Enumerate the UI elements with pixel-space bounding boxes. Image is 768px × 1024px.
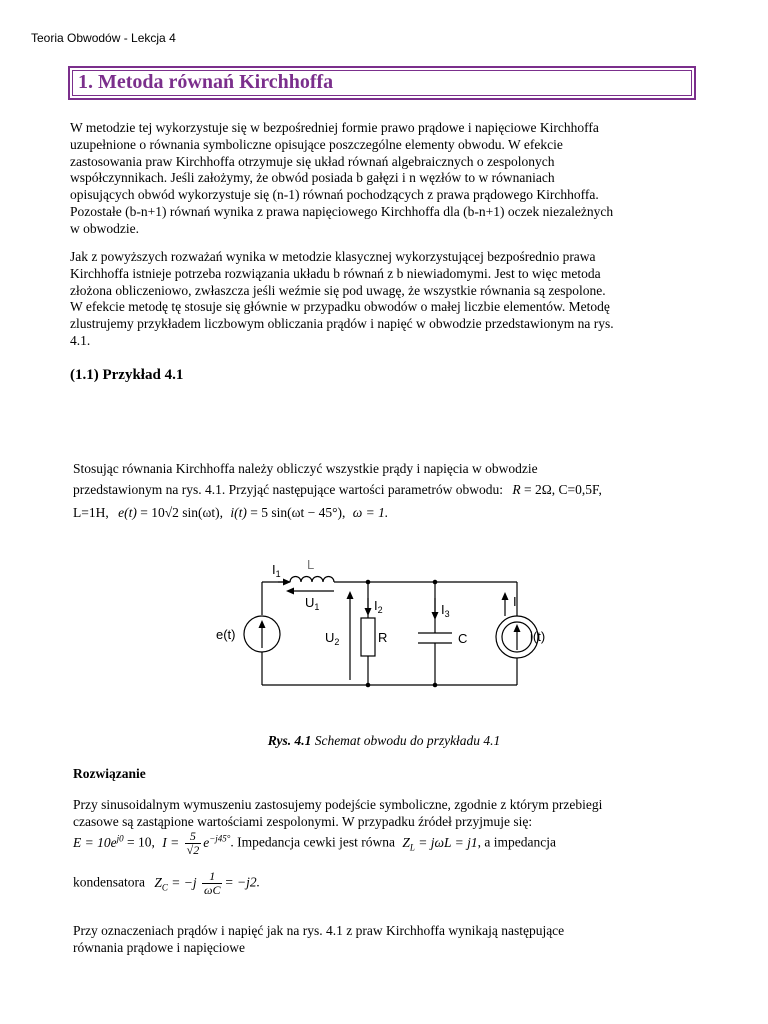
- paragraph-1-line: Pozostałe (b-n+1) równań wynika z prawa napięciowego Kirchhoffa dla (b-n+1) oczek niezależnych: [70, 203, 614, 219]
- u1-arrowhead: [286, 588, 294, 595]
- resistor: [361, 618, 375, 656]
- paragraph-2-line: Kirchhoffa istnieje potrzeba rozwiązania układu b równań z b niewiadomymi. Jest to więc metoda: [70, 265, 601, 281]
- label-i1: $I_1$: [272, 562, 281, 579]
- current-source-arrowhead: [514, 624, 521, 632]
- e-rhs: = 10√2 sin(ωt),: [140, 505, 223, 520]
- solution-line-2: czasowe są zastąpione wartościami zespolonymi. W przypadku źródeł przyjmuje się:: [73, 814, 533, 829]
- voltage-source-arrowhead: [259, 620, 266, 628]
- omega-value: ω = 1.: [352, 505, 389, 520]
- paragraph-1-line: opisujących obwód wykorzystuje się (n-1) równań pochodzących z prawa prądowego Kirchhoffa.: [70, 187, 599, 203]
- label-et: e(t): [216, 627, 236, 642]
- label-it: i(t): [530, 629, 546, 644]
- section-heading: (1.1) Przykład 4.1: [70, 367, 184, 383]
- label-l: L: [307, 557, 315, 572]
- paragraph-2-line: W efekcie metodę tę stosuje się głównie w przypadku obwodów o małej liczbie elementów. Metodę: [70, 299, 610, 315]
- figure-caption: Rys. 4.1 Schemat obwodu do przykładu 4.1: [267, 733, 501, 748]
- r-value: = 2Ω: [524, 482, 552, 497]
- paragraph-2-line: złożona obliczeniowo, zwłaszcza jeśli weźmie się pod uwagę, że wszystkie równania są zespolone.: [70, 282, 606, 298]
- i-rhs: = 5 sin(ωt − 45°),: [250, 505, 346, 520]
- i-lhs: i(t): [230, 505, 247, 520]
- paragraph-1-line: współczynnikach. Jeśli założymy, że obwód posiada b gałęzi i n węzłów to w równaniach: [70, 170, 555, 186]
- final-line-1: Przy oznaczeniach prądów i napięć jak na rys. 4.1 z praw Kirchhoffa wynikają następujące: [73, 923, 565, 938]
- page-title: 1. Metoda równań Kirchhoffa: [78, 71, 334, 93]
- page-header: Teoria Obwodów - Lekcja 4: [31, 31, 176, 45]
- label-u2: $U_2$: [325, 630, 340, 647]
- paragraph-2-line: 4.1.: [70, 332, 91, 348]
- task-line-1: Stosując równania Kirchhoffa należy obliczyć wszystkie prądy i napięcia w obwodzie: [73, 461, 538, 476]
- paragraph-2-line: zlustrujemy przykładem liczbowym obliczania prądów i napięć w obwodzie przedstawionym na rys.: [70, 316, 614, 332]
- node-dot: [366, 683, 371, 688]
- e-lhs: e(t): [118, 505, 137, 520]
- solution-heading: Rozwiązanie: [73, 766, 146, 781]
- eq-zc: $Z_C = -j$: [154, 874, 197, 893]
- i1-arrowhead: [283, 579, 291, 586]
- eq-i-exp: $e^{-j45^\circ}$: [203, 833, 231, 850]
- paragraph-2-line: Jak z powyższych rozważań wynika w metodzie klasycznej wykorzystującej bezpośrednio prawa: [70, 249, 596, 264]
- label-r: R: [378, 630, 388, 645]
- paragraph-1-line: W metodzie tej wykorzystuje się w bezpośredniej formie prawo prądowe i napięciowe Kirchhoffa: [70, 120, 599, 135]
- eq-zc-fraction: $\frac{1}{\omega C}$: [204, 869, 221, 897]
- label-u1: $U_1$: [305, 595, 320, 612]
- l-value: L=1H,: [73, 505, 109, 520]
- label-i2: $I_2$: [374, 598, 383, 615]
- u2-arrowhead: [347, 591, 354, 599]
- i2-arrowhead: [365, 608, 372, 616]
- task-line-2: przedstawionym na rys. 4.1. Przyjąć następujące wartości parametrów obwodu: R = 2Ω, C=0,5F,: [73, 482, 602, 497]
- r-symbol: R: [512, 482, 521, 497]
- solution-line-4: kondensatora $Z_C = -j$ $\frac{1}{\omega C}$ = −j2.: [73, 869, 260, 897]
- inductor-coil: [290, 577, 334, 583]
- solution-line-1: Przy sinusoidalnym wymuszeniu zastosujemy podejście symboliczne, zgodnie z którym przebiegi: [73, 797, 603, 812]
- eq-zc-result: = −j2.: [224, 874, 260, 890]
- eq-i-lhs: I =: [162, 834, 180, 850]
- eq-zl: $Z_L = j\omega L = j1$: [402, 834, 478, 853]
- final-line-2: równania prądowe i napięciowe: [73, 940, 246, 955]
- label-c: C: [458, 631, 468, 646]
- label-i: I: [513, 594, 517, 609]
- eq-e: $E = 10e^{j0}$: [73, 833, 124, 850]
- eq-i-fraction: $\frac{5}{√2}$: [186, 829, 200, 857]
- node-dot: [433, 683, 438, 688]
- node-dot: [366, 580, 371, 585]
- i3-arrowhead: [432, 612, 439, 620]
- node-dot: [433, 580, 438, 585]
- paragraph-1-line: w obwodzie.: [70, 220, 139, 236]
- label-i3: $I_3$: [441, 602, 450, 619]
- solution-line-3: $E = 10e^{j0} = 10$, I = $\frac{5}{√2}$ $e^{-j45^\circ}$. Impedancja cewki jest równa $Z_L = j\omega L = j1$, a impedancja: [73, 829, 556, 857]
- i-arrowhead: [502, 592, 509, 600]
- paragraph-1-line: uzupełnione o równania symboliczne opisujące poszczególne elementy obwodu. W efekcie: [70, 136, 563, 152]
- paragraph-1-line: zastosowania praw Kirchhoffa otrzymuje się układ równań algebraicznych o zespolonych: [70, 153, 555, 169]
- c-value: , C=0,5F,: [551, 482, 602, 497]
